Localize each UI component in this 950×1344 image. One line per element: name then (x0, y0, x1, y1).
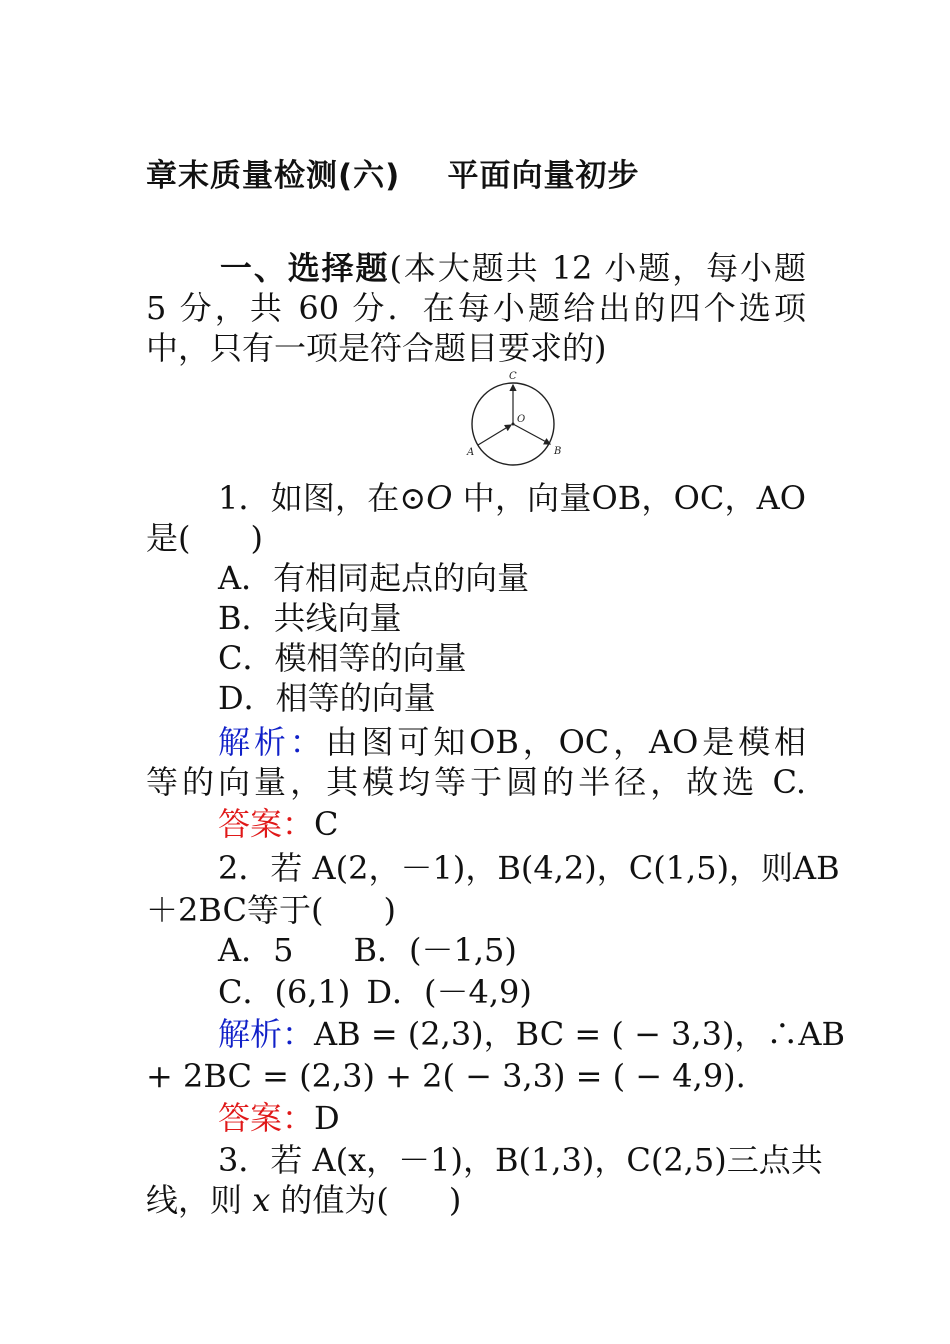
q2-analysis-line-1 (218, 1014, 846, 1054)
q2-option-b: B．(－1,5) (353, 931, 517, 969)
q2-stem-2: ＋2BC等于( (146, 891, 324, 929)
section-intro-line-2: 5 分，共 60 分．在每小题给出的四个选项 (146, 289, 806, 327)
q1-option-b: B．共线向量 (218, 599, 402, 637)
q1-option-a: A．有相同起点的向量 (218, 559, 530, 597)
section-intro-line-3: 中，只有一项是符合题目要求的) (146, 329, 607, 367)
q1-answer: C (314, 805, 339, 843)
q2-answer-line (218, 1098, 806, 1138)
label-a: A (467, 447, 475, 458)
q1-stem-a: 1．如图，在⊙ (218, 479, 427, 517)
q2-stem-line-2 (146, 890, 806, 930)
q2-stem-line-1: 2．若 A(2，－1)，B(4,2)，C(1,5)，则AB (218, 849, 840, 887)
q1-option-d: D．相等的向量 (218, 679, 436, 717)
q1-stem-b: 中，向量OB，OC，AO (452, 479, 806, 517)
q1-stem-line-1 (218, 478, 806, 518)
q1-stem-c: 是( (146, 519, 191, 557)
q3-stem-x: x (252, 1181, 271, 1219)
q2-analysis-line-2: + 2BC = (2,3) + 2( − 3,3) = ( − 4,9). (146, 1057, 746, 1095)
vector-ao (478, 425, 511, 445)
q2-answer-label: 答案： (218, 1099, 315, 1137)
title-part-2: 平面向量初步 (447, 158, 640, 194)
q1-answer-label: 答案： (218, 805, 315, 843)
q1-analysis-line-1 (218, 722, 806, 762)
q2-stem-2b: ) (383, 891, 396, 929)
q3-stem-line-1: 3．若 A(x，－1)，B(1,3)，C(2,5)三点共 (218, 1141, 823, 1179)
q2-options-cd (218, 972, 806, 1012)
q1-stem-line-2 (146, 518, 806, 558)
q1-option-c: C．模相等的向量 (218, 639, 467, 677)
label-c: C (509, 371, 517, 382)
page-title (146, 150, 640, 195)
q2-option-d: D．(－4,9) (366, 973, 532, 1011)
q1-analysis-1: 由图可知OB，OC，AO是模相 (325, 723, 806, 761)
q3-stem-2a: 线，则 (146, 1181, 253, 1219)
q3-stem-2b: 的值为( (270, 1181, 389, 1219)
vector-ob (513, 424, 550, 444)
title-part-1: 章末质量检测(六) (146, 158, 401, 194)
q2-analysis-1: AB = (2,3)，BC = ( − 3,3)，∴AB (314, 1015, 846, 1053)
q2-answer: D (314, 1099, 340, 1137)
center-point (512, 423, 515, 426)
q1-analysis-label: 解析： (218, 723, 326, 761)
q2-options-ab (218, 930, 806, 970)
label-b: B (554, 446, 562, 457)
section-intro-line-1 (146, 248, 806, 288)
q2-analysis-label: 解析： (218, 1015, 315, 1053)
q1-stem-d: ) (250, 519, 263, 557)
q1-stem-o: O (426, 479, 453, 517)
q3-stem-line-2 (146, 1180, 806, 1220)
q1-analysis-line-2: 等的向量，其模均等于圆的半径，故选 C. (146, 763, 806, 801)
q1-answer-line (218, 804, 806, 844)
circle-vector-figure (458, 366, 568, 472)
q2-option-a: A．5 (218, 931, 294, 969)
section-heading: 一、选择题 (218, 249, 390, 287)
q2-option-c: C．(6,1) (218, 973, 351, 1011)
label-o: O (517, 414, 526, 425)
q3-stem-2c: ) (448, 1181, 462, 1219)
section-intro-1: (本大题共 12 小题，每小题 (389, 249, 806, 287)
